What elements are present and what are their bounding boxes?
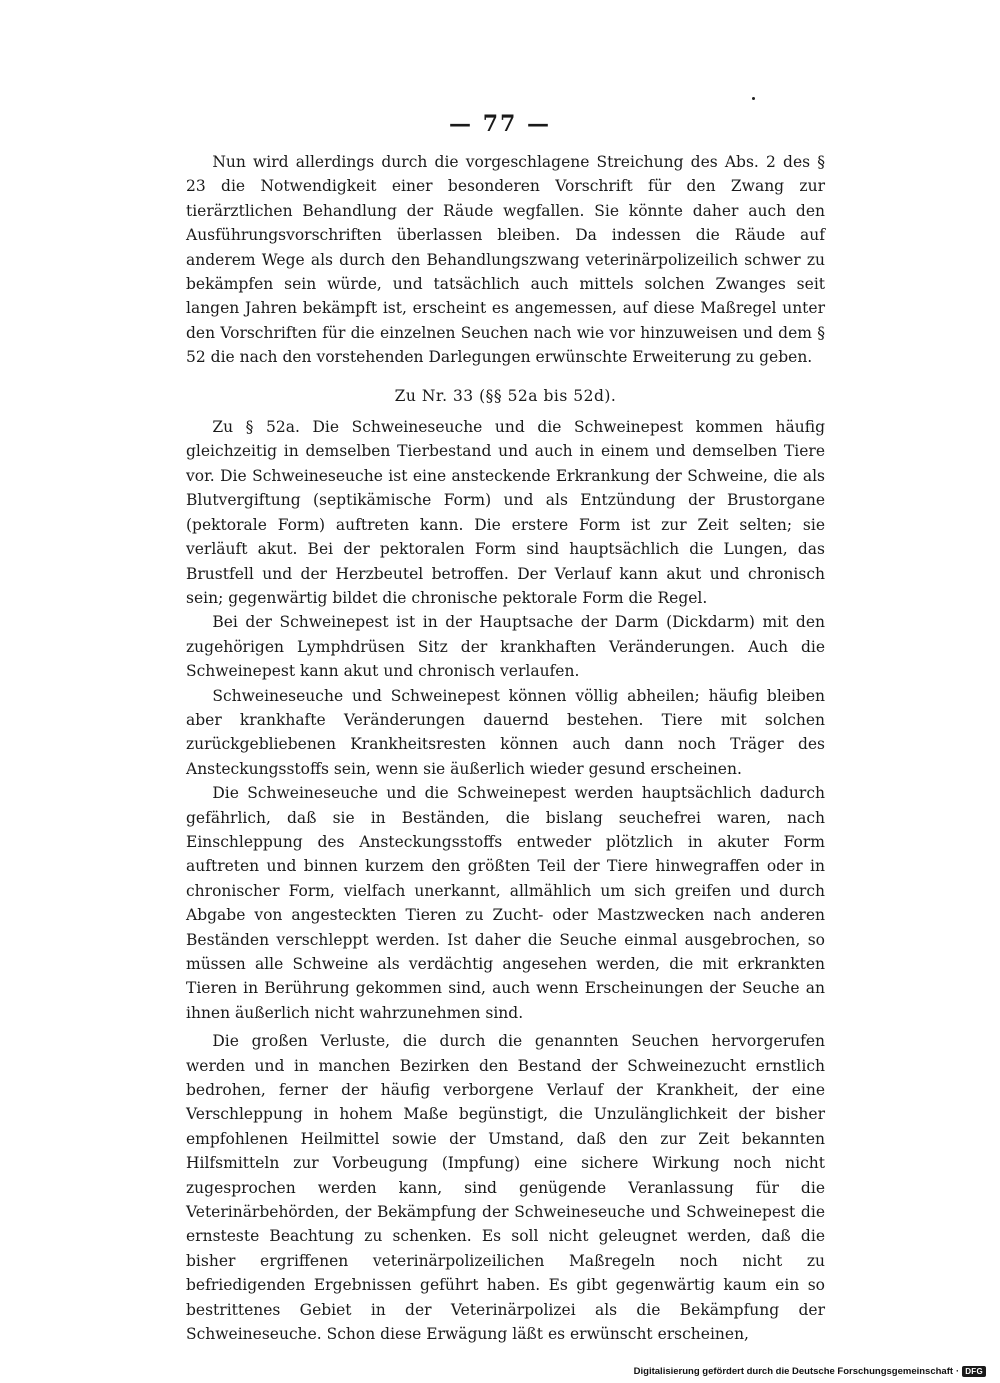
credit-text: Digitalisierung gefördert durch die Deutsche Forschungsgemeinschaft [633, 1366, 954, 1377]
dfg-logo: DFG [962, 1366, 986, 1377]
section-heading: Zu Nr. 33 (§§ 52a bis 52d). [394, 386, 617, 405]
paragraph-schweinepest: Bei der Schweinepest ist in der Hauptsache der Darm (Dickdarm) mit den zugehörigen Lymphdrüsen Sitz der krankhaften Veränderungen. Auch die Schweinepest kann akut und chronisch verlaufen. [186, 613, 825, 681]
separator-dot: · [956, 1366, 960, 1377]
page-number: — 77 — [449, 111, 551, 137]
ink-speck [752, 97, 755, 100]
paragraph-intro: Nun wird allerdings durch die vorgeschlagene Streichung des Abs. 2 des § 23 die Notwendigkeit einer besonderen Vorschrift für den Zwang zur tierärztlichen Behandlung der Räude wegfallen. Sie könnte daher auch den Ausführungsvorschriften überlassen bleiben. Da indessen die Räude auf anderem Wege als durch den Behandlungszwang veterinärpolizeilich schwer zu bekämpfen sein würde, und tatsächlich auch mittels solchen Zwanges seit langen Jahren bekämpft ist, erscheint es angemessen, auf diese Maßregel unter den Vorschriften für die einzelnen Seuchen nach wie vor hinzuweisen und dem § 52 die nach den vorstehenden Darlegungen erwünschte Erweiterung zu geben. [186, 153, 825, 367]
digitization-credit [634, 1366, 986, 1377]
paragraph-verluste: Die großen Verluste, die durch die genannten Seuchen hervorgerufen werden und in manchen Bezirken den Bestand der Schweinezucht ernstlich bedrohen, ferner der häufig verborgene Verlauf der Krankheit, der eine Verschleppung in hohem Maße begünstigt, die Unzulänglichkeit der bisher empfohlenen Heilmittel sowie der Umstand, daß den zur Zeit bekannten Hilfsmitteln zur Vorbeugung (Impfung) eine sichere Wirkung noch nicht zugesprochen werden kann, sind genügende Veranlassung für die Veterinärbehörden, der Bekämpfung der Schweineseuche und Schweinepest die ernsteste Beachtung zu schenken. Es soll nicht geleugnet werden, daß die bisher ergriffenen veterinärpolizeilichen Maßregeln noch nicht zu befriedigenden Ergebnissen geführt haben. Es gibt gegenwärtig kaum ein so bestrittenes Gebiet in der Veterinärpolizei als die Bekämpfung der Schweineseuche. Schon diese Erwägung läßt es erwünscht erscheinen, [186, 1032, 825, 1344]
paragraph-abheilen: Schweineseuche und Schweinepest können völlig abheilen; häufig bleiben aber krankhafte Veränderungen dauernd bestehen. Tiere mit solchen zurückgebliebenen Krankheitsresten können auch dann noch Träger des Ansteckungsstoffs sein, wenn sie äußerlich wieder gesund erscheinen. [186, 686, 825, 778]
paragraph-52a: Zu § 52a. Die Schweineseuche und die Schweinepest kommen häufig gleichzeitig in demselben Tierbestand und auch in einem und demselben Tiere vor. Die Schweineseuche ist eine ansteckende Erkrankung der Schweine, die als Blutvergiftung (septikämische Form) und als Entzündung der Brustorgane (pektorale Form) auftreten kann. Die erstere Form ist zur Zeit selten; sie verläuft akut. Bei der pektoralen Form sind hauptsächlich die Lungen, das Brustfell und der Herzbeutel betroffen. Der Verlauf kann akut und chronisch sein; gegenwärtig bildet die chronische pektorale Form die Regel. [186, 418, 825, 607]
paragraph-gefaehrlich: Die Schweineseuche und die Schweinepest werden hauptsächlich dadurch gefährlich, daß sie in Beständen, die bislang seuchefrei waren, nach Einschleppung des Ansteckungsstoffs entweder plötzlich in akuter Form auftreten und binnen kurzem den größten Teil der Tiere hinwegraffen oder in chronischer Form, vielfach unerkannt, allmählich um sich greifen und durch Abgabe von angesteckten Tieren zu Zucht- oder Mastzwecken nach anderen Beständen verschleppt werden. Ist daher die Seuche einmal ausgebrochen, so müssen alle Schweine als verdächtig angesehen werden, die mit erkrankten Tieren in Berührung gekommen sind, auch wenn Erscheinungen der Seuche an ihnen äußerlich nicht wahrzunehmen sind. [186, 784, 825, 1022]
document-body [186, 150, 825, 1347]
